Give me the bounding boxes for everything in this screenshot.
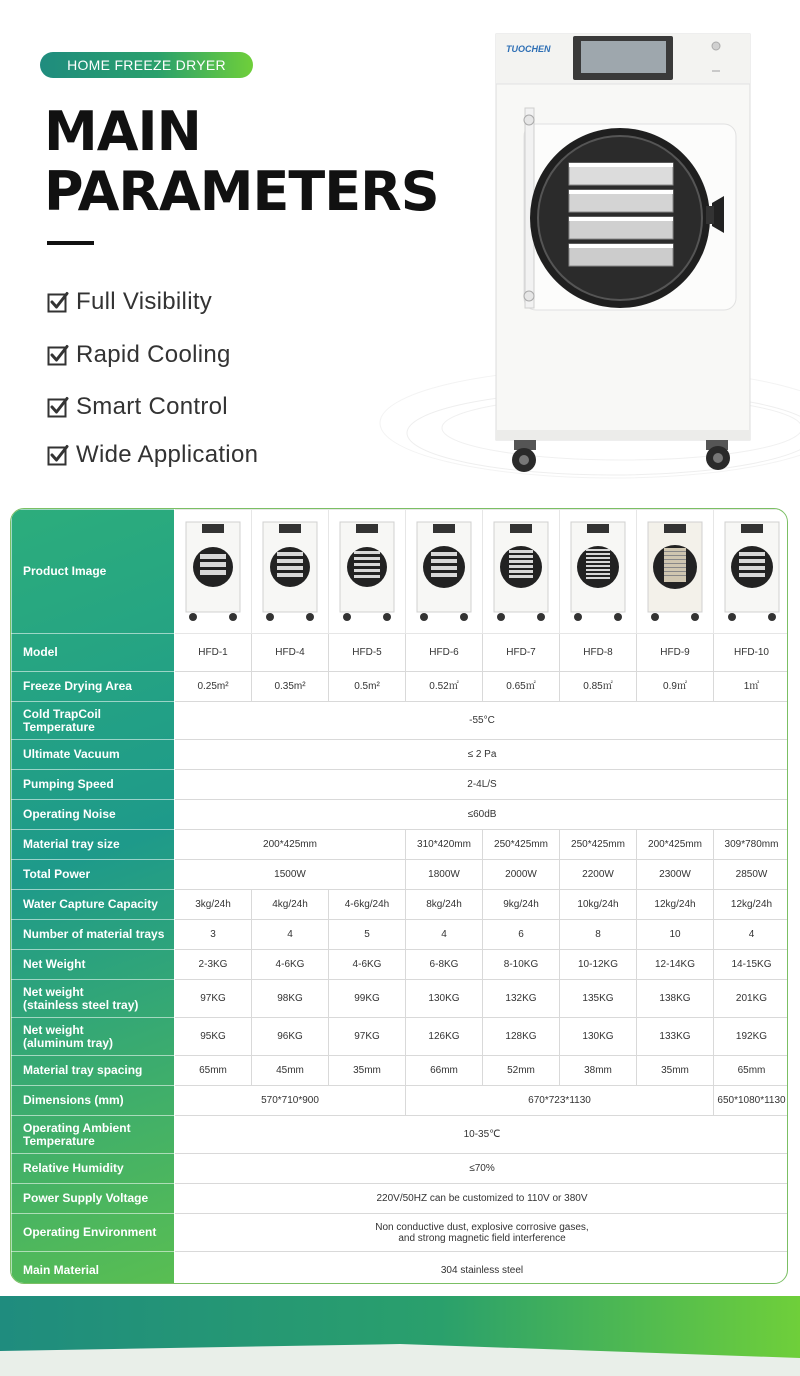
feature-item	[47, 441, 258, 469]
trays-cell: 10	[637, 920, 714, 950]
material-cell: 304 stainless steel	[175, 1252, 789, 1285]
net-weight-cell: 2-3KG	[175, 950, 252, 980]
row-label: Total Power	[12, 860, 175, 890]
tray-size-cell: 310*420mm	[406, 830, 483, 860]
model-cell: HFD-9	[637, 634, 714, 672]
row-label: Relative Humidity	[12, 1154, 175, 1184]
category-badge-text: HOME FREEZE DRYER	[67, 57, 226, 73]
title-line-1: MAIN	[44, 100, 201, 163]
net-weight-al-cell: 95KG	[175, 1018, 252, 1056]
spacing-cell: 35mm	[329, 1056, 406, 1086]
power-cell: 2300W	[637, 860, 714, 890]
table-row	[12, 1154, 789, 1184]
dimensions-cell: 670*723*1130	[406, 1086, 714, 1116]
category-badge	[40, 52, 253, 78]
row-label	[12, 1018, 175, 1056]
pumping-cell: 2-4L/S	[175, 770, 789, 800]
row-label-line: (stainless steel tray)	[23, 997, 139, 1012]
table-row	[12, 890, 789, 920]
table-row	[12, 860, 789, 890]
row-label	[12, 702, 175, 740]
row-label: Material tray size	[12, 830, 175, 860]
power-cell: 2200W	[560, 860, 637, 890]
brand-logo: TUOCHEN	[506, 44, 551, 54]
net-weight-al-cell: 133KG	[637, 1018, 714, 1056]
water-cell: 12kg/24h	[714, 890, 789, 920]
product-image-hfd-7	[483, 510, 560, 634]
title-line-2: PARAMETERS	[44, 160, 439, 223]
spacing-cell: 35mm	[637, 1056, 714, 1086]
spacing-cell: 38mm	[560, 1056, 637, 1086]
checkbox-checked-icon	[47, 291, 69, 313]
table-row	[12, 1086, 789, 1116]
freeze-dryer-thumbnail-icon	[569, 520, 627, 624]
humidity-cell: ≤70%	[175, 1154, 789, 1184]
net-weight-al-cell: 97KG	[329, 1018, 406, 1056]
trays-cell: 4	[714, 920, 789, 950]
table-row	[12, 800, 789, 830]
feature-label: Rapid Cooling	[76, 341, 231, 368]
table-row	[12, 980, 789, 1018]
model-cell: HFD-4	[252, 634, 329, 672]
title-underline	[47, 241, 94, 245]
tray-size-cell: 200*425mm	[637, 830, 714, 860]
freeze-dryer-illustration	[372, 28, 800, 480]
product-image-hfd-10	[714, 510, 789, 634]
model-cell: HFD-5	[329, 634, 406, 672]
area-cell: 0.35m²	[252, 672, 329, 702]
water-cell: 3kg/24h	[175, 890, 252, 920]
table-row	[12, 672, 789, 702]
parameters-table	[11, 509, 788, 1284]
row-label-line: Temperature	[23, 1133, 95, 1148]
row-label: Model	[12, 634, 175, 672]
water-cell: 4-6kg/24h	[329, 890, 406, 920]
feature-label: Smart Control	[76, 393, 228, 420]
model-cell: HFD-10	[714, 634, 789, 672]
row-label: Power Supply Voltage	[12, 1184, 175, 1214]
net-weight-cell: 10-12KG	[560, 950, 637, 980]
net-weight-ss-cell: 99KG	[329, 980, 406, 1018]
spacing-cell: 45mm	[252, 1056, 329, 1086]
row-label-line: Net weight	[23, 984, 84, 999]
net-weight-al-cell: 192KG	[714, 1018, 789, 1056]
product-image-hfd-8	[560, 510, 637, 634]
water-cell: 8kg/24h	[406, 890, 483, 920]
table-row	[12, 830, 789, 860]
water-cell: 12kg/24h	[637, 890, 714, 920]
net-weight-cell: 8-10KG	[483, 950, 560, 980]
table-row	[12, 634, 789, 672]
net-weight-cell: 12-14KG	[637, 950, 714, 980]
trays-cell: 4	[406, 920, 483, 950]
checkbox-checked-icon	[47, 396, 69, 418]
product-image-hfd-5	[329, 510, 406, 634]
table-row	[12, 1214, 789, 1252]
trap-temp-cell: -55°C	[175, 702, 789, 740]
environment-line: and strong magnetic field interference	[398, 1232, 566, 1244]
environment-cell	[175, 1214, 789, 1252]
area-cell: 0.85㎡	[560, 672, 637, 702]
environment-line: Non conductive dust, explosive corrosive gases,	[375, 1221, 589, 1233]
net-weight-al-cell: 96KG	[252, 1018, 329, 1056]
row-label-line: Operating Ambient	[23, 1120, 131, 1135]
footer-decoration	[0, 1296, 800, 1376]
dimensions-cell: 650*1080*1130	[714, 1086, 789, 1116]
area-cell: 1㎡	[714, 672, 789, 702]
table-row	[12, 920, 789, 950]
product-image-hfd-9	[637, 510, 714, 634]
vacuum-cell: ≤ 2 Pa	[175, 740, 789, 770]
table-row	[12, 510, 789, 634]
row-label: Operating Noise	[12, 800, 175, 830]
net-weight-cell: 14-15KG	[714, 950, 789, 980]
net-weight-ss-cell: 201KG	[714, 980, 789, 1018]
freeze-dryer-thumbnail-icon	[184, 520, 242, 624]
net-weight-ss-cell: 97KG	[175, 980, 252, 1018]
net-weight-cell: 4-6KG	[329, 950, 406, 980]
row-label-line: (aluminum tray)	[23, 1035, 114, 1050]
freeze-dryer-thumbnail-icon	[415, 520, 473, 624]
area-cell: 0.9㎡	[637, 672, 714, 702]
area-cell: 0.5m²	[329, 672, 406, 702]
spacing-cell: 52mm	[483, 1056, 560, 1086]
net-weight-ss-cell: 132KG	[483, 980, 560, 1018]
row-label-line: Cold TrapCoil	[23, 706, 101, 721]
trays-cell: 4	[252, 920, 329, 950]
water-cell: 4kg/24h	[252, 890, 329, 920]
tray-size-cell: 309*780mm	[714, 830, 789, 860]
net-weight-al-cell: 128KG	[483, 1018, 560, 1056]
row-label: Dimensions (mm)	[12, 1086, 175, 1116]
voltage-cell: 220V/50HZ can be customized to 110V or 380V	[175, 1184, 789, 1214]
tray-size-cell: 250*425mm	[560, 830, 637, 860]
row-label	[12, 1116, 175, 1154]
net-weight-al-cell: 126KG	[406, 1018, 483, 1056]
area-cell: 0.25m²	[175, 672, 252, 702]
table-row	[12, 950, 789, 980]
checkbox-checked-icon	[47, 344, 69, 366]
water-cell: 10kg/24h	[560, 890, 637, 920]
spacing-cell: 65mm	[175, 1056, 252, 1086]
table-row	[12, 1184, 789, 1214]
trays-cell: 3	[175, 920, 252, 950]
dimensions-cell: 570*710*900	[175, 1086, 406, 1116]
model-cell: HFD-7	[483, 634, 560, 672]
power-cell: 1800W	[406, 860, 483, 890]
product-image-hfd-1	[175, 510, 252, 634]
product-image-hfd-6	[406, 510, 483, 634]
tray-size-cell: 250*425mm	[483, 830, 560, 860]
net-weight-al-cell: 130KG	[560, 1018, 637, 1056]
product-image-hfd-4	[252, 510, 329, 634]
row-label: Number of material trays	[12, 920, 175, 950]
row-label: Ultimate Vacuum	[12, 740, 175, 770]
row-label-line: Net weight	[23, 1022, 84, 1037]
feature-item	[47, 341, 231, 369]
row-label: Product Image	[12, 510, 175, 634]
row-label: Water Capture Capacity	[12, 890, 175, 920]
feature-item	[47, 393, 228, 421]
row-label: Main Material	[12, 1252, 175, 1285]
freeze-dryer-thumbnail-icon	[261, 520, 319, 624]
freeze-dryer-thumbnail-icon	[723, 520, 781, 624]
noise-cell: ≤60dB	[175, 800, 789, 830]
power-cell: 2000W	[483, 860, 560, 890]
model-cell: HFD-6	[406, 634, 483, 672]
spacing-cell: 66mm	[406, 1056, 483, 1086]
trays-cell: 6	[483, 920, 560, 950]
net-weight-ss-cell: 98KG	[252, 980, 329, 1018]
row-label: Pumping Speed	[12, 770, 175, 800]
feature-item	[47, 288, 212, 316]
row-label: Operating Environment	[12, 1214, 175, 1252]
row-label: Freeze Drying Area	[12, 672, 175, 702]
net-weight-ss-cell: 135KG	[560, 980, 637, 1018]
model-cell: HFD-1	[175, 634, 252, 672]
power-cell: 2850W	[714, 860, 789, 890]
model-cell: HFD-8	[560, 634, 637, 672]
spacing-cell: 65mm	[714, 1056, 789, 1086]
checkbox-checked-icon	[47, 444, 69, 466]
table-row	[12, 1116, 789, 1154]
ambient-temp-cell: 10-35℃	[175, 1116, 789, 1154]
net-weight-cell: 4-6KG	[252, 950, 329, 980]
feature-label: Full Visibility	[76, 288, 213, 315]
area-cell: 0.52㎡	[406, 672, 483, 702]
row-label	[12, 980, 175, 1018]
parameters-table-panel	[10, 508, 788, 1284]
water-cell: 9kg/24h	[483, 890, 560, 920]
table-row	[12, 1018, 789, 1056]
table-row	[12, 1056, 789, 1086]
row-label-line: Temperature	[23, 719, 95, 734]
row-label: Net Weight	[12, 950, 175, 980]
freeze-dryer-thumbnail-icon	[492, 520, 550, 624]
trays-cell: 5	[329, 920, 406, 950]
net-weight-cell: 6-8KG	[406, 950, 483, 980]
trays-cell: 8	[560, 920, 637, 950]
table-row	[12, 740, 789, 770]
area-cell: 0.65㎡	[483, 672, 560, 702]
feature-label: Wide Application	[76, 441, 259, 468]
net-weight-ss-cell: 138KG	[637, 980, 714, 1018]
tray-size-cell: 200*425mm	[175, 830, 406, 860]
power-cell: 1500W	[175, 860, 406, 890]
table-row	[12, 702, 789, 740]
freeze-dryer-thumbnail-icon	[338, 520, 396, 624]
freeze-dryer-thumbnail-icon	[646, 520, 704, 624]
table-row	[12, 770, 789, 800]
row-label: Material tray spacing	[12, 1056, 175, 1086]
net-weight-ss-cell: 130KG	[406, 980, 483, 1018]
table-row	[12, 1252, 789, 1285]
